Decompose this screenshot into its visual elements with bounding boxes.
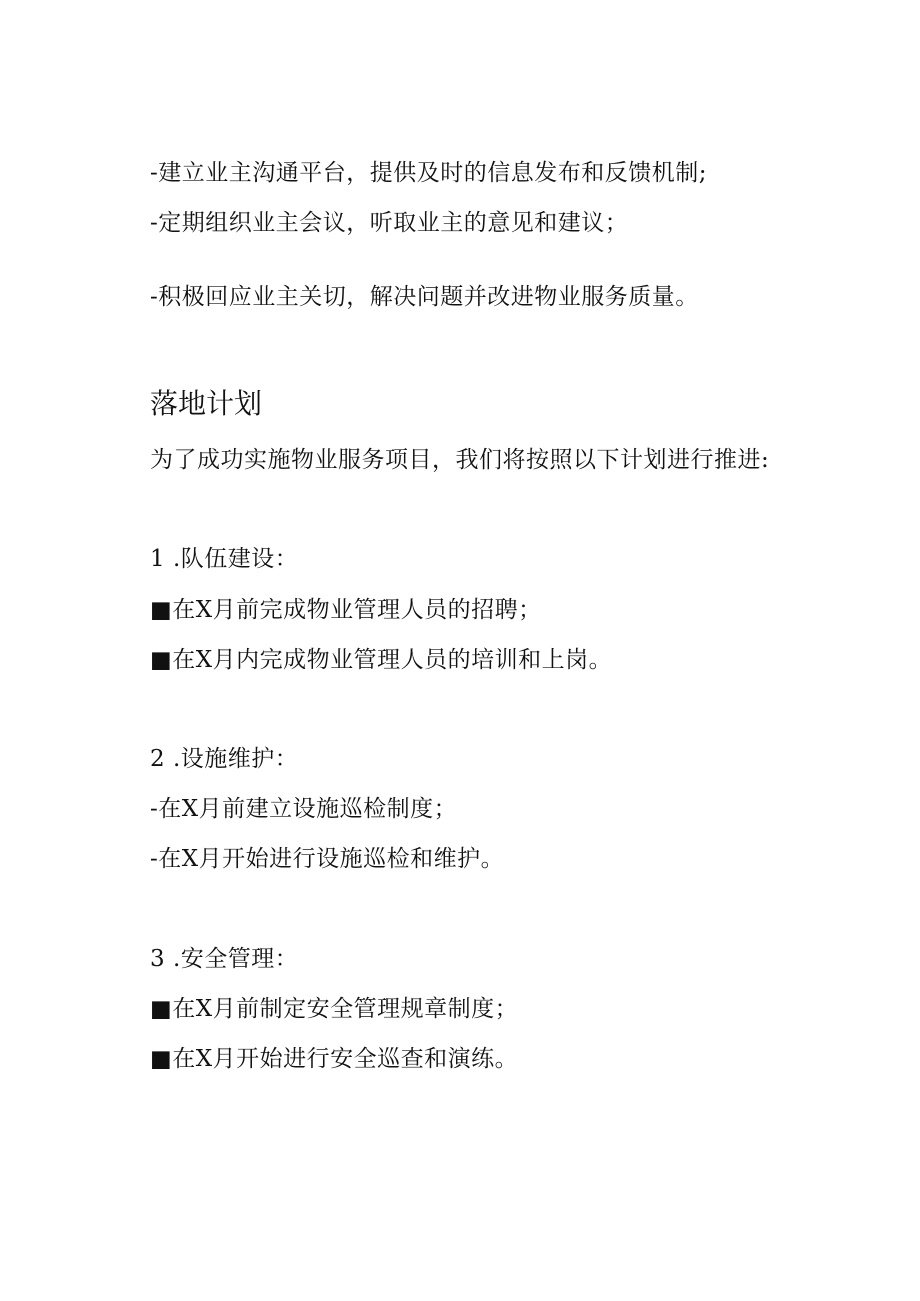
intro-line-respond-concerns: -积极回应业主关切，解决问题并改进物业服务质量。 xyxy=(150,284,699,310)
item-point: ■在X月开始进行安全巡查和演练。 xyxy=(150,1046,519,1072)
item-title-team: 1 .队伍建设： xyxy=(150,546,299,572)
item-point: ■在X月内完成物业管理人员的培训和上岗。 xyxy=(150,647,613,673)
item-title-facilities: 2 .设施维护： xyxy=(150,746,299,772)
item-point: ■在X月前制定安全管理规章制度； xyxy=(150,996,519,1022)
item-point: ■在X月前完成物业管理人员的招聘； xyxy=(150,597,542,623)
section-heading: 落地计划 xyxy=(150,387,263,420)
intro-line-owner-meetings: -定期组织业主会议，听取业主的意见和建议； xyxy=(150,210,629,236)
intro-line-communication-platform: -建立业主沟通平台，提供及时的信息发布和反馈机制; xyxy=(150,160,708,186)
item-point: -在X月前建立设施巡检制度； xyxy=(150,796,458,822)
section-lead: 为了成功实施物业服务项目，我们将按照以下计划进行推进: xyxy=(150,447,770,473)
item-title-safety: 3 .安全管理： xyxy=(150,946,299,972)
item-point: -在X月开始进行设施巡检和维护。 xyxy=(150,846,505,872)
